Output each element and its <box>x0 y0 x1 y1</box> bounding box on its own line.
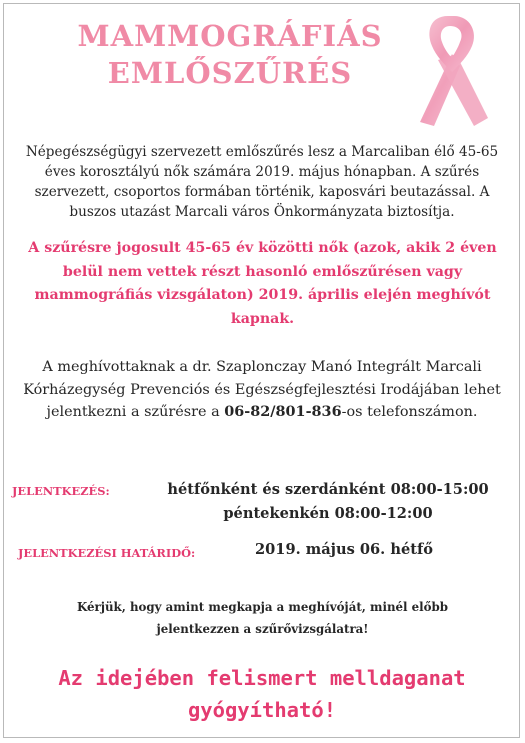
slogan <box>12 662 512 726</box>
title-line-1: MAMMOGRÁFIÁS <box>77 19 383 53</box>
eligibility-paragraph: A szűrésre jogosult 45-65 év közötti nők (azok, akik 2 éven belül nem vettek részt hasonló emlőszűrésen vagy mammográfiás vizsgálaton) 2019. április elején meghívót kapnak. <box>28 240 497 327</box>
slogan-line-2: gyógyítható! <box>187 698 337 722</box>
request-line-1: Kérjük, hogy amint megkapja a meghívóját, minél előbb <box>77 600 448 614</box>
request-paragraph <box>24 596 501 640</box>
request-line-2: jelentkezzen a szűrővizsgálatra! <box>156 622 369 636</box>
slogan-line-1: Az idejében felismert melldaganat <box>58 666 466 690</box>
registration-text-end: -os telefonszámon. <box>341 404 478 420</box>
title-line-2: EMLŐSZŰRÉS <box>107 56 353 90</box>
intro-paragraph: Népegészségügyi szervezett emlőszűrés lesz a Marcaliban élő 45-65 éves korosztályú nők számára 2019. május hónapban. A szűrés szervezett, csoportos formában történik, kaposvári beutazással. A buszos utazást Marcali város Önkormányzata biztosítja. <box>25 144 499 220</box>
registration-hours <box>138 478 518 526</box>
page-title <box>60 18 400 92</box>
hours-label: JELENTKEZÉS: <box>12 484 110 498</box>
registration-text: A meghívottaknak a dr. Szaplonczay Manó Integrált Marcali Kórházegység Prevenciós és Egészségfejlesztési Irodájában lehet jelentkezni a szűrésre a <box>23 359 501 420</box>
pink-ribbon-icon <box>408 10 496 132</box>
deadline-value: 2019. május 06. hétfő <box>255 541 433 558</box>
hours-line-1: hétfőnként és szerdánként 08:00-15:00 <box>167 481 489 498</box>
registration-paragraph <box>12 356 512 424</box>
phone-number: 06-82/801-836 <box>224 403 342 420</box>
deadline-label: JELENTKEZÉSI HATÁRIDŐ: <box>18 546 196 560</box>
hours-line-2: péntekenkén 08:00-12:00 <box>223 505 433 522</box>
